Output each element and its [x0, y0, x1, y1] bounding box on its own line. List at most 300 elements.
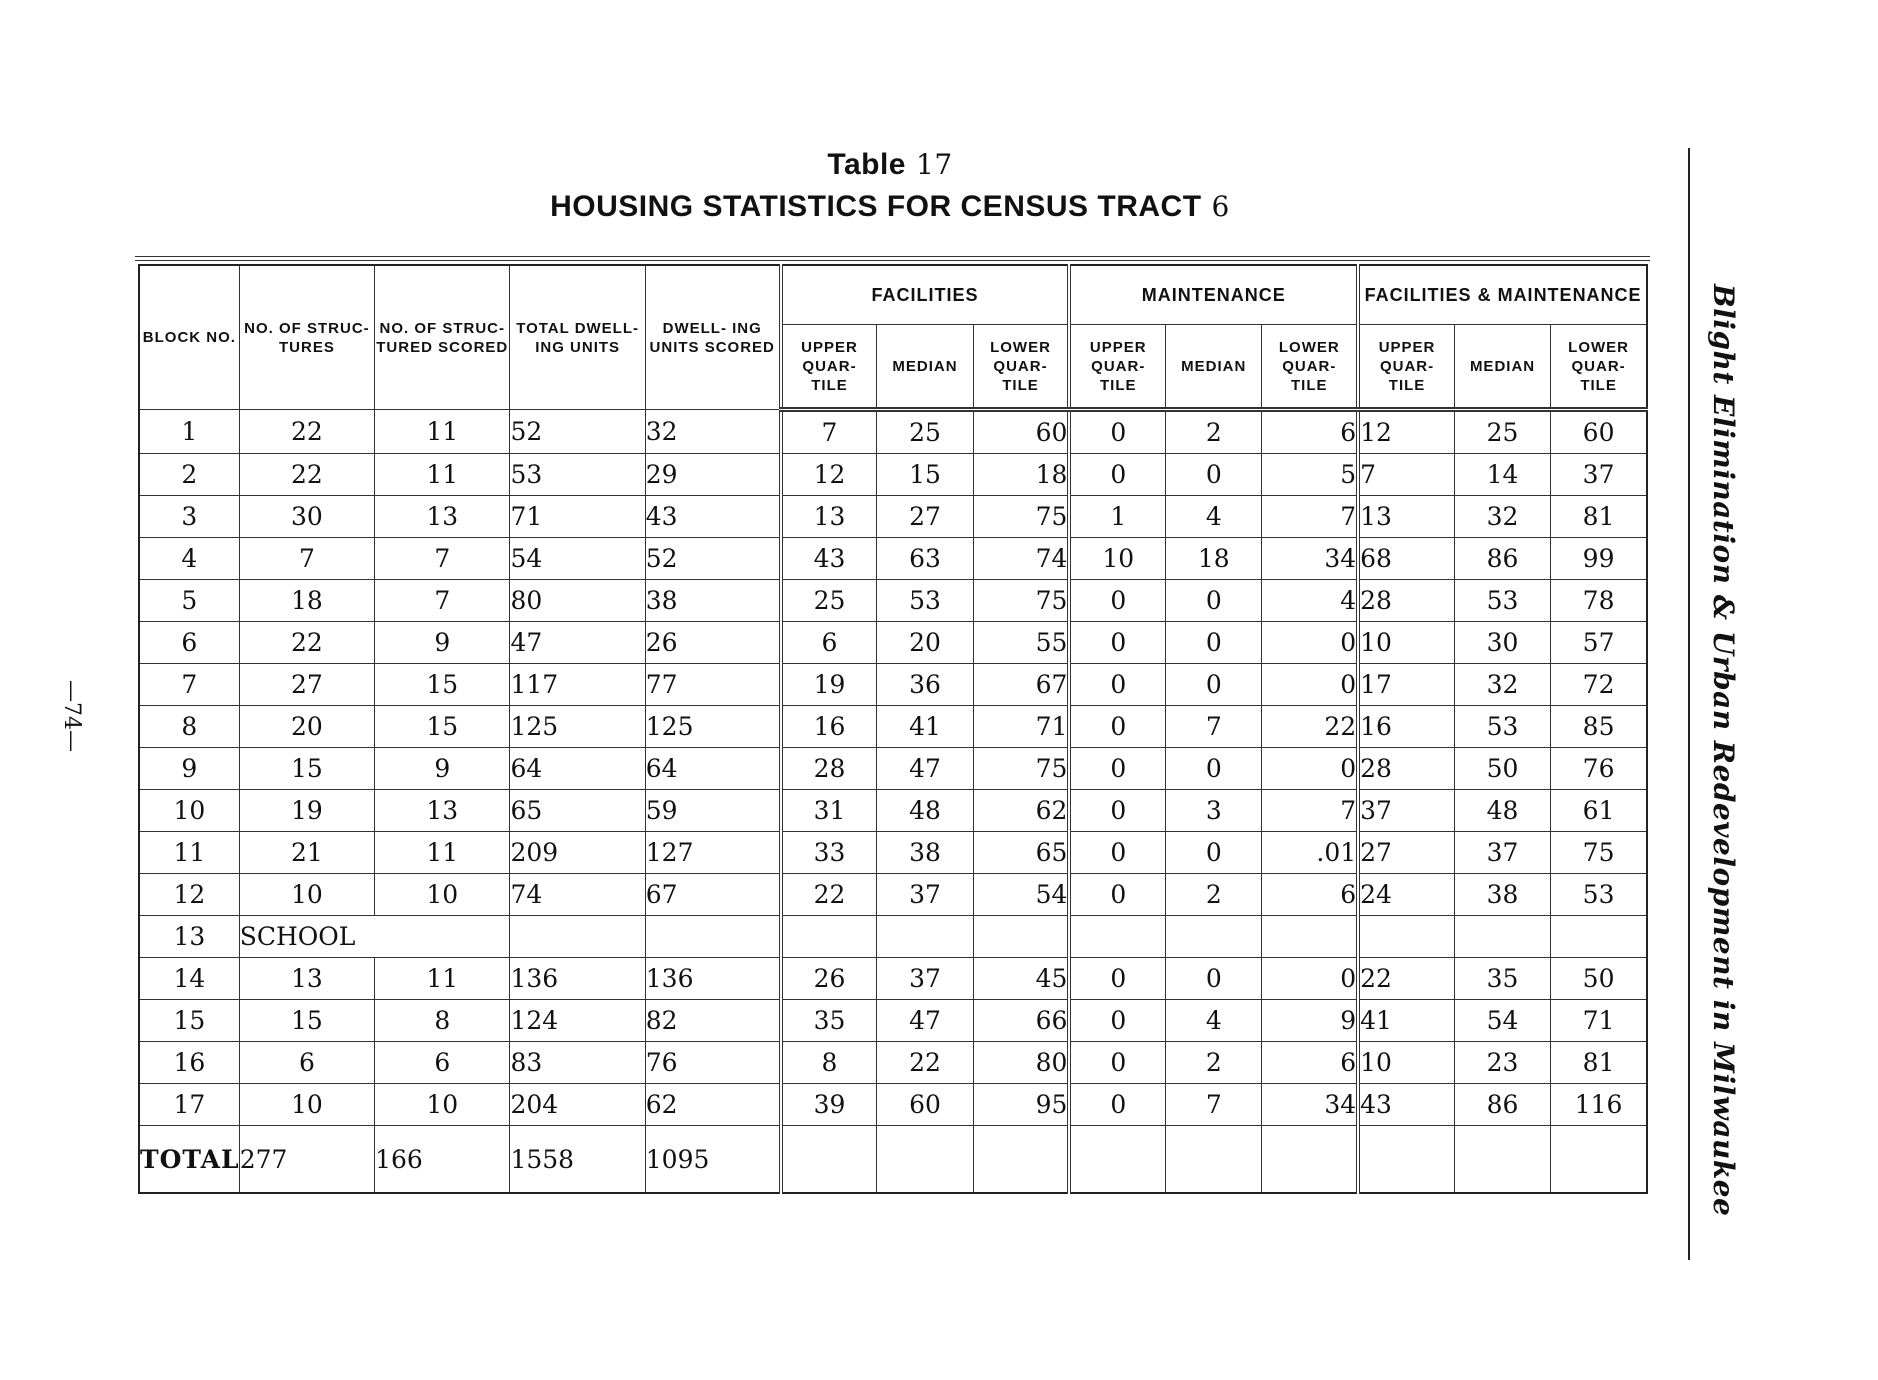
cell-block-no: 16: [139, 1042, 239, 1084]
cell-maintenance-upper: [1069, 916, 1165, 958]
cell-maintenance-lower: 22: [1262, 706, 1358, 748]
total-dwelling-units-scored: 1095: [645, 1126, 780, 1194]
cell-maintenance-upper: 0: [1069, 1084, 1165, 1126]
cell-facilities-median: 37: [877, 874, 973, 916]
total-empty-cell: [877, 1126, 973, 1194]
cell-facilities-median: 48: [877, 790, 973, 832]
cell-combined-upper: 17: [1358, 664, 1454, 706]
cell-facilities-upper: 22: [781, 874, 877, 916]
cell-total-dwelling-units: 204: [510, 1084, 645, 1126]
cell-total-dwelling-units: 80: [510, 580, 645, 622]
cell-dwelling-units-scored: 127: [645, 832, 780, 874]
total-dwelling-units: 1558: [510, 1126, 645, 1194]
cell-facilities-median: 20: [877, 622, 973, 664]
cell-structures-scored: 13: [375, 790, 510, 832]
cell-facilities-upper: 31: [781, 790, 877, 832]
cell-facilities-lower: 75: [973, 496, 1069, 538]
table-title: [0, 148, 1780, 224]
cell-combined-lower: 81: [1551, 1042, 1647, 1084]
cell-total-dwelling-units: 47: [510, 622, 645, 664]
cell-block-no: 17: [139, 1084, 239, 1126]
cell-structures-scored: 7: [375, 538, 510, 580]
cell-dwelling-units-scored: 67: [645, 874, 780, 916]
cell-maintenance-lower: 6: [1262, 1042, 1358, 1084]
cell-maintenance-upper: 0: [1069, 410, 1165, 454]
cell-maintenance-median: 0: [1166, 664, 1262, 706]
cell-maintenance-median: 7: [1166, 1084, 1262, 1126]
table-number: 17: [916, 148, 953, 181]
cell-block-no: 9: [139, 748, 239, 790]
header-combined-upper: UPPER QUAR- TILE: [1358, 325, 1454, 410]
cell-combined-median: 35: [1454, 958, 1550, 1000]
cell-combined-upper: 24: [1358, 874, 1454, 916]
cell-total-dwelling-units: 124: [510, 1000, 645, 1042]
cell-maintenance-median: 18: [1166, 538, 1262, 580]
cell-total-dwelling-units: 64: [510, 748, 645, 790]
cell-combined-median: [1454, 916, 1550, 958]
cell-facilities-upper: 39: [781, 1084, 877, 1126]
cell-block-no: 12: [139, 874, 239, 916]
cell-combined-median: 37: [1454, 832, 1550, 874]
cell-dwelling-units-scored: 76: [645, 1042, 780, 1084]
census-tract-number: 6: [1211, 190, 1230, 223]
cell-maintenance-median: [1166, 916, 1262, 958]
cell-combined-upper: 22: [1358, 958, 1454, 1000]
table-body: [139, 410, 1647, 1126]
cell-block-no: 15: [139, 1000, 239, 1042]
cell-maintenance-lower: 34: [1262, 1084, 1358, 1126]
total-structures: 277: [239, 1126, 374, 1194]
cell-dwelling-units-scored: 32: [645, 410, 780, 454]
cell-combined-lower: 61: [1551, 790, 1647, 832]
cell-maintenance-lower: 6: [1262, 410, 1358, 454]
header-maintenance-upper: UPPER QUAR- TILE: [1069, 325, 1165, 410]
page-number: —74—: [59, 680, 84, 752]
cell-facilities-lower: [973, 916, 1069, 958]
cell-facilities-median: 60: [877, 1084, 973, 1126]
cell-structures-scored: 6: [375, 1042, 510, 1084]
cell-maintenance-median: 3: [1166, 790, 1262, 832]
cell-block-no: 7: [139, 664, 239, 706]
total-empty-cell: [1551, 1126, 1647, 1194]
cell-dwelling-units-scored: [645, 916, 780, 958]
cell-maintenance-upper: 0: [1069, 580, 1165, 622]
cell-maintenance-median: 2: [1166, 874, 1262, 916]
cell-maintenance-lower: 9: [1262, 1000, 1358, 1042]
cell-maintenance-upper: 0: [1069, 664, 1165, 706]
cell-structures: 19: [239, 790, 374, 832]
cell-combined-upper: 68: [1358, 538, 1454, 580]
table-row: [139, 958, 1647, 1000]
cell-maintenance-median: 4: [1166, 1000, 1262, 1042]
total-empty-cell: [1166, 1126, 1262, 1194]
cell-maintenance-median: 0: [1166, 832, 1262, 874]
cell-facilities-lower: 60: [973, 410, 1069, 454]
table-row: [139, 454, 1647, 496]
cell-maintenance-lower: 0: [1262, 664, 1358, 706]
cell-facilities-lower: 67: [973, 664, 1069, 706]
cell-combined-upper: 37: [1358, 790, 1454, 832]
cell-facilities-median: 22: [877, 1042, 973, 1084]
cell-maintenance-median: 2: [1166, 1042, 1262, 1084]
cell-combined-upper: 10: [1358, 1042, 1454, 1084]
cell-maintenance-lower: 7: [1262, 790, 1358, 832]
cell-combined-median: 32: [1454, 664, 1550, 706]
cell-structures: 6: [239, 1042, 374, 1084]
cell-facilities-lower: 74: [973, 538, 1069, 580]
cell-total-dwelling-units: 209: [510, 832, 645, 874]
cell-combined-median: 53: [1454, 580, 1550, 622]
cell-facilities-lower: 75: [973, 580, 1069, 622]
cell-structures: 15: [239, 748, 374, 790]
cell-structures: 18: [239, 580, 374, 622]
cell-facilities-lower: 66: [973, 1000, 1069, 1042]
cell-maintenance-lower: 0: [1262, 748, 1358, 790]
cell-combined-upper: 28: [1358, 748, 1454, 790]
cell-facilities-median: 41: [877, 706, 973, 748]
cell-structures: 22: [239, 622, 374, 664]
table-row: [139, 622, 1647, 664]
cell-structures-scored: 9: [375, 622, 510, 664]
cell-block-no: 14: [139, 958, 239, 1000]
cell-combined-lower: 116: [1551, 1084, 1647, 1126]
cell-structures: 7: [239, 538, 374, 580]
cell-structures-scored: 13: [375, 496, 510, 538]
cell-combined-lower: 85: [1551, 706, 1647, 748]
cell-combined-lower: 50: [1551, 958, 1647, 1000]
cell-facilities-upper: 19: [781, 664, 877, 706]
cell-facilities-median: 47: [877, 1000, 973, 1042]
table-number-line: [0, 148, 1780, 182]
cell-structures-scored: 10: [375, 1084, 510, 1126]
header-maintenance-lower: LOWER QUAR- TILE: [1262, 325, 1358, 410]
cell-maintenance-upper: 0: [1069, 874, 1165, 916]
cell-block-no: 10: [139, 790, 239, 832]
cell-combined-lower: 99: [1551, 538, 1647, 580]
cell-structures-scored: 11: [375, 454, 510, 496]
cell-structures: 21: [239, 832, 374, 874]
cell-structures: 10: [239, 874, 374, 916]
cell-structures: 30: [239, 496, 374, 538]
cell-combined-lower: 78: [1551, 580, 1647, 622]
total-row: [139, 1126, 1647, 1194]
header-maintenance: MAINTENANCE: [1069, 265, 1358, 325]
cell-combined-upper: [1358, 916, 1454, 958]
cell-maintenance-lower: 6: [1262, 874, 1358, 916]
cell-maintenance-upper: 1: [1069, 496, 1165, 538]
cell-facilities-lower: 45: [973, 958, 1069, 1000]
cell-combined-median: 23: [1454, 1042, 1550, 1084]
cell-total-dwelling-units: 54: [510, 538, 645, 580]
cell-facilities-lower: 18: [973, 454, 1069, 496]
table-row: [139, 748, 1647, 790]
header-block-no: BLOCK NO.: [139, 265, 239, 410]
cell-maintenance-upper: 0: [1069, 790, 1165, 832]
cell-maintenance-lower: .01: [1262, 832, 1358, 874]
cell-combined-lower: 76: [1551, 748, 1647, 790]
cell-facilities-upper: 28: [781, 748, 877, 790]
cell-facilities-upper: 12: [781, 454, 877, 496]
total-empty-cell: [1069, 1126, 1165, 1194]
cell-combined-upper: 12: [1358, 410, 1454, 454]
cell-combined-median: 14: [1454, 454, 1550, 496]
total-empty-cell: [1358, 1126, 1454, 1194]
header-facilities-maintenance: FACILITIES & MAINTENANCE: [1358, 265, 1647, 325]
cell-facilities-median: 25: [877, 410, 973, 454]
cell-facilities-lower: 54: [973, 874, 1069, 916]
cell-combined-lower: [1551, 916, 1647, 958]
header-combined-median: MEDIAN: [1454, 325, 1550, 410]
cell-combined-median: 53: [1454, 706, 1550, 748]
cell-block-no: 1: [139, 410, 239, 454]
cell-maintenance-lower: 4: [1262, 580, 1358, 622]
cell-maintenance-median: 0: [1166, 748, 1262, 790]
cell-total-dwelling-units: 71: [510, 496, 645, 538]
header-dwelling-units-scored: DWELL- ING UNITS SCORED: [645, 265, 780, 410]
cell-facilities-upper: 26: [781, 958, 877, 1000]
cell-facilities-median: 38: [877, 832, 973, 874]
cell-maintenance-median: 0: [1166, 622, 1262, 664]
cell-structures: 15: [239, 1000, 374, 1042]
cell-combined-lower: 37: [1551, 454, 1647, 496]
table-row: [139, 664, 1647, 706]
cell-total-dwelling-units: 52: [510, 410, 645, 454]
header-facilities-upper: UPPER QUAR- TILE: [781, 325, 877, 410]
cell-facilities-lower: 75: [973, 748, 1069, 790]
side-margin-line: [1688, 148, 1690, 1260]
table-row: [139, 1042, 1647, 1084]
cell-maintenance-upper: 0: [1069, 1000, 1165, 1042]
total-label: TOTAL: [139, 1126, 239, 1194]
cell-structures: 27: [239, 664, 374, 706]
cell-combined-upper: 16: [1358, 706, 1454, 748]
cell-facilities-lower: 95: [973, 1084, 1069, 1126]
cell-combined-upper: 13: [1358, 496, 1454, 538]
cell-facilities-upper: 13: [781, 496, 877, 538]
cell-dwelling-units-scored: 136: [645, 958, 780, 1000]
cell-combined-median: 86: [1454, 1084, 1550, 1126]
cell-combined-lower: 57: [1551, 622, 1647, 664]
cell-dwelling-units-scored: 52: [645, 538, 780, 580]
total-empty-cell: [1454, 1126, 1550, 1194]
table-row: [139, 706, 1647, 748]
cell-combined-lower: 72: [1551, 664, 1647, 706]
cell-maintenance-median: 0: [1166, 580, 1262, 622]
cell-facilities-median: 27: [877, 496, 973, 538]
cell-combined-upper: 43: [1358, 1084, 1454, 1126]
table-row: [139, 538, 1647, 580]
cell-combined-median: 25: [1454, 410, 1550, 454]
cell-structures-scored: 11: [375, 410, 510, 454]
cell-combined-median: 30: [1454, 622, 1550, 664]
cell-structures-scored: 7: [375, 580, 510, 622]
cell-facilities-median: 63: [877, 538, 973, 580]
cell-facilities-lower: 55: [973, 622, 1069, 664]
cell-combined-median: 38: [1454, 874, 1550, 916]
header-facilities-lower: LOWER QUAR- TILE: [973, 325, 1069, 410]
cell-maintenance-lower: 0: [1262, 958, 1358, 1000]
cell-block-no: 2: [139, 454, 239, 496]
top-rule-inner: [135, 260, 1650, 261]
cell-maintenance-upper: 0: [1069, 748, 1165, 790]
cell-facilities-upper: 8: [781, 1042, 877, 1084]
header-facilities-median: MEDIAN: [877, 325, 973, 410]
cell-combined-median: 48: [1454, 790, 1550, 832]
cell-dwelling-units-scored: 64: [645, 748, 780, 790]
table-row: [139, 580, 1647, 622]
total-empty-cell: [781, 1126, 877, 1194]
cell-combined-lower: 60: [1551, 410, 1647, 454]
cell-total-dwelling-units: 125: [510, 706, 645, 748]
cell-structures: 22: [239, 410, 374, 454]
cell-maintenance-lower: 5: [1262, 454, 1358, 496]
cell-maintenance-lower: [1262, 916, 1358, 958]
cell-dwelling-units-scored: 43: [645, 496, 780, 538]
table-row: [139, 1000, 1647, 1042]
cell-maintenance-upper: 0: [1069, 706, 1165, 748]
cell-combined-median: 50: [1454, 748, 1550, 790]
cell-maintenance-lower: 34: [1262, 538, 1358, 580]
cell-facilities-median: 53: [877, 580, 973, 622]
cell-block-no: 13: [139, 916, 239, 958]
cell-facilities-lower: 65: [973, 832, 1069, 874]
cell-total-dwelling-units: 136: [510, 958, 645, 1000]
cell-block-no: 11: [139, 832, 239, 874]
cell-total-dwelling-units: 117: [510, 664, 645, 706]
cell-facilities-median: 37: [877, 958, 973, 1000]
cell-combined-upper: 7: [1358, 454, 1454, 496]
header-structures-scored: NO. OF STRUC- TURED SCORED: [375, 265, 510, 410]
cell-maintenance-upper: 0: [1069, 1042, 1165, 1084]
cell-combined-median: 86: [1454, 538, 1550, 580]
cell-facilities-upper: 25: [781, 580, 877, 622]
cell-total-dwelling-units: 65: [510, 790, 645, 832]
cell-combined-lower: 81: [1551, 496, 1647, 538]
cell-dwelling-units-scored: 26: [645, 622, 780, 664]
cell-total-dwelling-units: 74: [510, 874, 645, 916]
cell-structures-scored: 9: [375, 748, 510, 790]
cell-facilities-lower: 62: [973, 790, 1069, 832]
cell-facilities-upper: 43: [781, 538, 877, 580]
cell-structures-scored: 15: [375, 664, 510, 706]
cell-maintenance-upper: 0: [1069, 832, 1165, 874]
cell-facilities-upper: 6: [781, 622, 877, 664]
header-combined-lower: LOWER QUAR- TILE: [1551, 325, 1647, 410]
table-row: [139, 496, 1647, 538]
cell-facilities-median: 47: [877, 748, 973, 790]
cell-dwelling-units-scored: 62: [645, 1084, 780, 1126]
cell-structures: 22: [239, 454, 374, 496]
cell-structures-scored: 11: [375, 958, 510, 1000]
cell-facilities-median: 15: [877, 454, 973, 496]
cell-facilities-median: 36: [877, 664, 973, 706]
cell-structures: 10: [239, 1084, 374, 1126]
cell-maintenance-upper: 0: [1069, 454, 1165, 496]
total-empty-cell: [973, 1126, 1069, 1194]
cell-maintenance-upper: 10: [1069, 538, 1165, 580]
cell-total-dwelling-units: [510, 916, 645, 958]
table-heading: HOUSING STATISTICS FOR CENSUS TRACT: [550, 190, 1202, 223]
cell-combined-upper: 28: [1358, 580, 1454, 622]
table-heading-line: [0, 190, 1780, 224]
housing-statistics-table: [138, 264, 1648, 1194]
cell-block-no: 4: [139, 538, 239, 580]
cell-structures: 13: [239, 958, 374, 1000]
cell-maintenance-lower: 0: [1262, 622, 1358, 664]
cell-facilities-upper: 7: [781, 410, 877, 454]
table-row: [139, 916, 1647, 958]
cell-dwelling-units-scored: 38: [645, 580, 780, 622]
cell-combined-lower: 71: [1551, 1000, 1647, 1042]
table-row: [139, 874, 1647, 916]
cell-combined-median: 32: [1454, 496, 1550, 538]
cell-combined-lower: 75: [1551, 832, 1647, 874]
table-row: [139, 410, 1647, 454]
cell-combined-upper: 41: [1358, 1000, 1454, 1042]
cell-maintenance-median: 0: [1166, 958, 1262, 1000]
table-row: [139, 832, 1647, 874]
cell-maintenance-median: 2: [1166, 410, 1262, 454]
cell-maintenance-upper: 0: [1069, 622, 1165, 664]
cell-block-no: 5: [139, 580, 239, 622]
total-structures-scored: 166: [375, 1126, 510, 1194]
cell-combined-upper: 27: [1358, 832, 1454, 874]
top-rule: [135, 256, 1650, 257]
cell-structures: 20: [239, 706, 374, 748]
cell-block-no: 6: [139, 622, 239, 664]
cell-structures: SCHOOL: [239, 916, 510, 958]
book-title-running-head: Blight Elimination & Urban Redevelopment in Milwaukee: [1707, 283, 1740, 1217]
cell-structures-scored: 15: [375, 706, 510, 748]
cell-facilities-lower: 71: [973, 706, 1069, 748]
cell-combined-median: 54: [1454, 1000, 1550, 1042]
cell-block-no: 3: [139, 496, 239, 538]
header-total-dwelling-units: TOTAL DWELL- ING UNITS: [510, 265, 645, 410]
cell-dwelling-units-scored: 77: [645, 664, 780, 706]
cell-total-dwelling-units: 53: [510, 454, 645, 496]
cell-structures-scored: 8: [375, 1000, 510, 1042]
cell-dwelling-units-scored: 125: [645, 706, 780, 748]
cell-structures-scored: 10: [375, 874, 510, 916]
cell-structures-scored: 11: [375, 832, 510, 874]
header-maintenance-median: MEDIAN: [1166, 325, 1262, 410]
table-row: [139, 790, 1647, 832]
cell-block-no: 8: [139, 706, 239, 748]
cell-dwelling-units-scored: 29: [645, 454, 780, 496]
cell-facilities-upper: 33: [781, 832, 877, 874]
cell-maintenance-lower: 7: [1262, 496, 1358, 538]
cell-combined-upper: 10: [1358, 622, 1454, 664]
cell-maintenance-median: 0: [1166, 454, 1262, 496]
cell-facilities-upper: 16: [781, 706, 877, 748]
cell-dwelling-units-scored: 82: [645, 1000, 780, 1042]
cell-facilities-upper: 35: [781, 1000, 877, 1042]
cell-dwelling-units-scored: 59: [645, 790, 780, 832]
cell-maintenance-median: 7: [1166, 706, 1262, 748]
cell-facilities-median: [877, 916, 973, 958]
cell-combined-lower: 53: [1551, 874, 1647, 916]
cell-total-dwelling-units: 83: [510, 1042, 645, 1084]
table-row: [139, 1084, 1647, 1126]
cell-facilities-lower: 80: [973, 1042, 1069, 1084]
cell-maintenance-median: 4: [1166, 496, 1262, 538]
cell-maintenance-upper: 0: [1069, 958, 1165, 1000]
table-label: Table: [827, 148, 906, 181]
total-empty-cell: [1262, 1126, 1358, 1194]
header-structures: NO. OF STRUC- TURES: [239, 265, 374, 410]
cell-facilities-upper: [781, 916, 877, 958]
header-facilities: FACILITIES: [781, 265, 1070, 325]
